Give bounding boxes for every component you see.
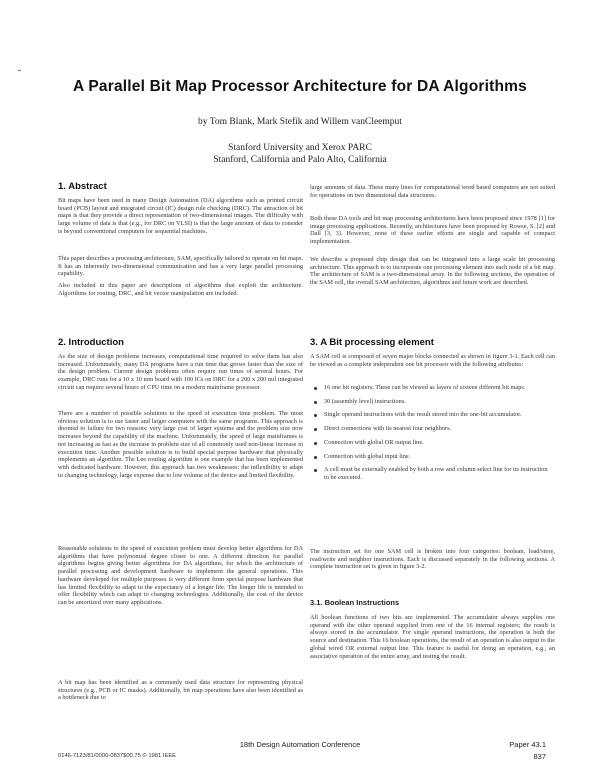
introduction-paragraph-1: As the size of design problems increases, computational time required to solve them has also increased. Unfortunately, many DA programs have a run time that grows faster than the size of the design problem. Current design problems often require run times of several hours. For example, DRC runs for a 10 x 10 mm board with 100 ICs on DRC for a 200 x 200 mil integrated circuit can require several hours of CPU time on a modern mainframe processor.: [58, 353, 303, 391]
bit-element-paragraph-1: A SAM cell is composed of seven major blocks connected as shown in figure 3-1. Each cell can be viewed as a complete independent one bit processor with the following attributes:: [310, 353, 555, 368]
paper-number: Paper 43.1: [509, 740, 546, 749]
bit-element-heading: 3. A Bit processing element: [310, 337, 434, 348]
conference-name: 18th Design Automation Conference: [239, 740, 361, 749]
affiliation-line-2: Stanford, California and Palo Alto, California: [213, 155, 387, 165]
attribute-item: A cell must be externally enabled by both a row and column select line for its instruction to be executed.: [310, 466, 550, 481]
copyright-line: 0146-7123/81/0000-0837$00.75 © 1981 IEEE: [58, 753, 177, 759]
attribute-list: [310, 384, 550, 488]
introduction-heading: 2. Introduction: [58, 337, 124, 348]
attribute-item: Single operand instructions with the result stored into the one-bit accumulator.: [310, 411, 550, 419]
intro-continued-paragraph-2: Both these DA tools and bit map processing architectures have been proposed since 1978 [1] for image processing applications. Recently, architectures have been proposed by Rowse, S. [2] and Dall [3, 3]. However, none of these earlier efforts are single and capable of compact implementation.: [310, 215, 555, 246]
attribute-item: Direct connections with its nearest four neighbors.: [310, 425, 550, 433]
paper-title: A Parallel Bit Map Processor Architecture for DA Algorithms: [73, 78, 527, 95]
abstract-paragraph-3: Also included in this paper are descriptions of algorithms that exploit the architecture. Algorithms for routing, DRC, and bit vector manipulation are included.: [58, 282, 303, 297]
page-number: 837: [533, 752, 546, 761]
boolean-instructions-heading: 3.1. Boolean Instructions: [310, 598, 400, 607]
intro-continued-paragraph-1: large amounts of data. These many lines for computational word based computers are not suited for operations on two dimensional data structures.: [310, 184, 555, 199]
attribute-item: Connection with global OR output line.: [310, 439, 550, 447]
abstract-paragraph-2: This paper describes a processing architecture, SAM, specifically tailored to operate on bit maps. It has an inherently two-dimensional communication and has a very large parallel processing capability.: [58, 255, 303, 278]
introduction-paragraph-4: A bit map has been identified as a commonly used data structure for representing physical structures (e.g., PCB or IC masks). Additionally, bit map operations have also been identified as a bottleneck due to: [58, 679, 303, 702]
bit-element-paragraph-2: The instruction set for one SAM cell is broken into four categories: boolean, load/store, read/write and neighbor instructions. Each is discussed separately in the following sections. A complete instruction set is given in figure 3-2.: [310, 548, 555, 571]
boolean-instructions-paragraph: All boolean functions of two bits are implemented. The accumulator always supplies one operand with the other operand supplied from one of the 16 internal registers; the result is always stored in the accumulator. For single operand instructions, the operation is both the source and destination. This 16 boolean operations, the result of an operation is also output to the global wired OR external output line. This feature is useful for doing an operation, e.g., an associative operation of the entire array, and testing the result.: [310, 614, 555, 660]
abstract-heading: 1. Abstract: [58, 181, 107, 192]
attribute-item: 16 one bit registers; These can be viewed as layers of sixteen different bit maps.: [310, 384, 550, 392]
abstract-paragraph-1: Bit maps have been used in many Design Automation (DA) algorithms such as printed circuit board (PCB) layout and integrated circuit (IC) design rule checking (DRC). The attraction of bit maps is that they provide a direct representation of two-dimensional images. The difficulty with large volume of data is that (e.g., for DRC on VLSI) is that the large amount of data to consider is beyond conventional computers for sequential machines.: [58, 197, 303, 235]
punch-mark: [18, 70, 21, 71]
affiliation-line-1: Stanford University and Xerox PARC: [228, 143, 372, 153]
attribute-item: 30 (assembly level) instructions.: [310, 398, 550, 406]
introduction-paragraph-3: Reasonable solutions to the speed of execution problem must develop better algorithms for DA algorithms that have polynomial degree closer to one. A different direction for parallel algorithms begins giving better algorithms for DA algorithms, for which the architecture of parallel processing and development hardware to implement the general operations. This hardware developed for multiple purposes is very different from special purpose hardware that has limited flexibility to adapt to the expectancy of a longer life. The longer life is intended to offer flexibility which can adapt to changing technologies. Additionally, the cost of the device can be amortized over many applications.: [58, 545, 303, 606]
attribute-item: Connection with global input line.: [310, 453, 550, 461]
paper-authors: by Tom Blank, Mark Stefik and Willem vanCleemput: [198, 117, 402, 127]
introduction-paragraph-2: There are a number of possible solutions to the speed of execution time problem. The most obvious solution is to use faster and larger computers with the same programs. This approach is doomed to failure for two reasons: very large cost of larger systems and the problem size now increases beyond the capability of the machine. Unfortunately, the speed of large mainframes is not increasing as fast as the increase in problem size of all commonly used non-linear increase in execution time. Another possible solution is to build special purpose hardware that physically implements an algorithm. The Lee routing algorithm is one example that has been implemented with dedicated hardware. However, this approach has two weaknesses: the inflexibility to adapt to changing technology, large expense due to low volume of the device and limited flexibility.: [58, 410, 303, 479]
intro-continued-paragraph-3: We describe a proposed chip design that can be integrated into a large scale bit processing architecture. This approach is to incorporate one processing element into each node of a bit map. The architecture of SAM is a two-dimensional array. In the following sections, the operation of the SAM cell, the overall SAM architecture, algorithms and future work are described.: [310, 256, 555, 287]
